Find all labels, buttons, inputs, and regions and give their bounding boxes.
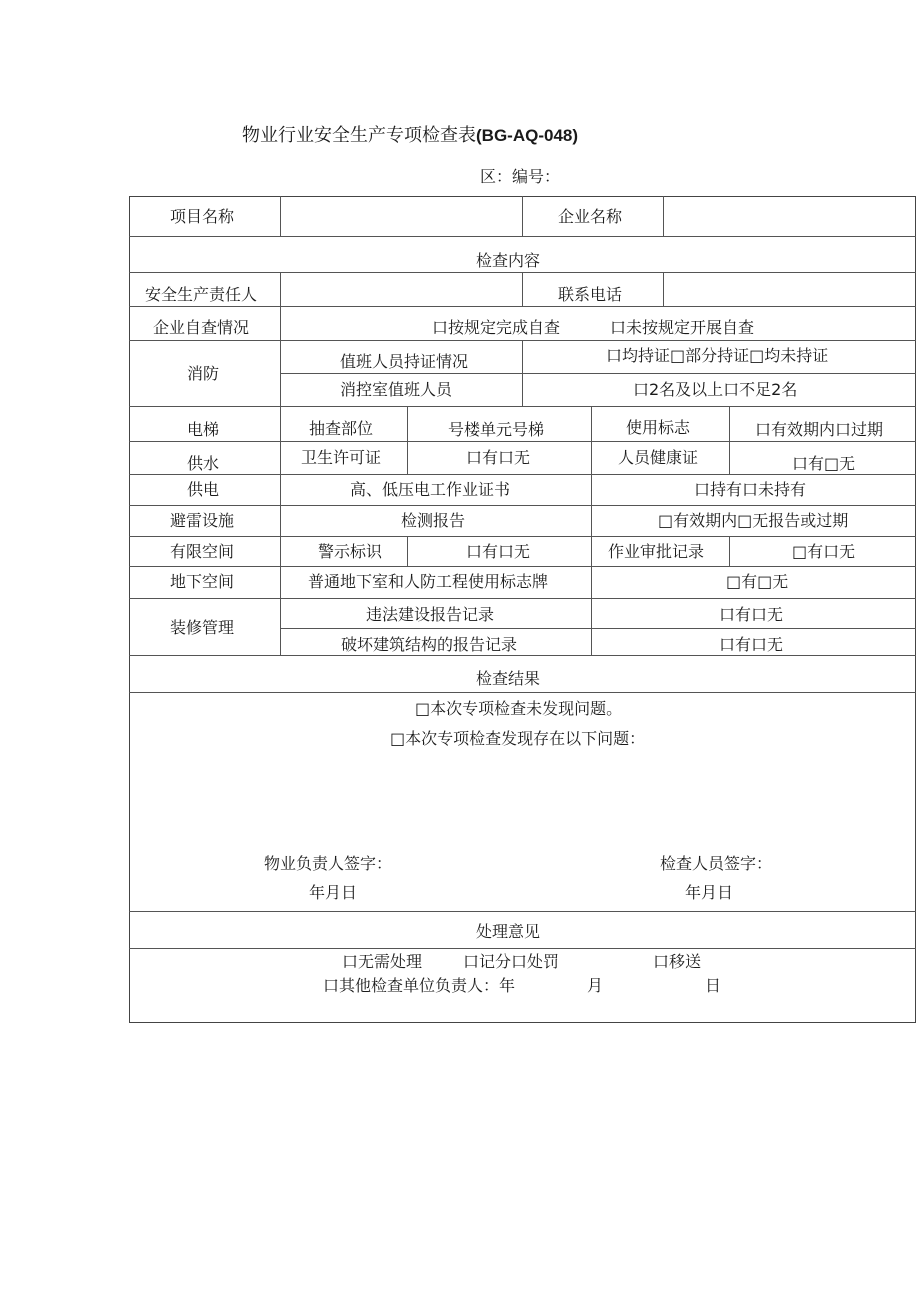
company-name-label: 企业名称	[558, 207, 623, 226]
elevator-usage-sign-options: 口有效期内口过期	[755, 420, 884, 439]
confined-work-approval-options: □有口无	[792, 542, 856, 561]
safety-person-label: 安全生产责任人	[145, 285, 258, 304]
lightning-test-report-label: 检测报告	[401, 511, 466, 530]
opinion-penalty-option: 口记分口处罚	[463, 952, 560, 971]
opinion-transfer-option: 口移送	[653, 952, 702, 971]
opinion-month-label: 月	[587, 976, 604, 995]
project-name-label: 项目名称	[170, 207, 235, 226]
underground-sign-label: 普通地下室和人防工程使用标志牌	[308, 572, 549, 591]
district-number-line: 区：编号：	[480, 167, 561, 186]
title-main: 物业行业安全生产专项检查表	[242, 125, 476, 146]
elevator-usage-sign-label: 使用标志	[626, 418, 691, 437]
lightning-protection-label: 避雷设施	[170, 511, 235, 530]
power-electrician-cert-label: 高、低压电工作业证书	[350, 480, 511, 499]
fire-label: 消防	[187, 364, 220, 383]
page-title	[242, 121, 578, 147]
water-hygiene-license-label: 卫生许可证	[301, 448, 382, 467]
self-check-option-not-done: 口未按规定开展自查	[610, 318, 755, 337]
decoration-management-label: 装修管理	[170, 618, 235, 637]
water-hygiene-license-options: 口有口无	[466, 448, 531, 467]
underground-space-label: 地下空间	[170, 572, 235, 591]
power-supply-label: 供电	[187, 480, 220, 499]
water-health-cert-options: 口有□无	[792, 454, 856, 473]
result-problem-option: □本次专项检查发现存在以下问题：	[390, 729, 646, 748]
decoration-illegal-build-options: 口有口无	[719, 605, 784, 624]
opinion-no-action-option: 口无需处理	[342, 952, 423, 971]
opinion-other-unit-option: 口其他检查单位负责人：年	[323, 976, 516, 995]
self-check-option-done: 口按规定完成自查	[432, 318, 561, 337]
inspector-date: 年月日	[685, 883, 734, 902]
confined-space-label: 有限空间	[170, 542, 235, 561]
underground-sign-options: □有□无	[726, 572, 789, 591]
handling-opinion-header: 处理意见	[476, 922, 541, 941]
water-supply-label: 供水	[187, 454, 220, 473]
lightning-test-report-options: □有效期内□无报告或过期	[658, 511, 849, 530]
water-health-cert-label: 人员健康证	[618, 448, 699, 467]
inspection-result-header: 检查结果	[476, 669, 541, 688]
confined-work-approval-label: 作业审批记录	[608, 542, 705, 561]
decoration-structure-damage-options: 口有口无	[719, 635, 784, 654]
inspector-signature-label: 检查人员签字：	[660, 854, 773, 873]
elevator-spot-check-label: 抽查部位	[309, 419, 374, 438]
property-manager-date: 年月日	[309, 883, 358, 902]
decoration-illegal-build-label: 违法建设报告记录	[366, 605, 495, 624]
confined-warning-sign-label: 警示标识	[318, 542, 383, 561]
opinion-day-label: 日	[705, 976, 722, 995]
fire-control-room-options: 口2名及以上口不足2名	[633, 380, 798, 399]
title-code: (BG-AQ-048)	[476, 126, 579, 145]
fire-duty-cert-options: 口均持证□部分持证□均未持证	[606, 346, 829, 365]
elevator-building-unit: 号楼单元号梯	[448, 420, 545, 439]
elevator-label: 电梯	[187, 420, 220, 439]
power-electrician-cert-options: 口持有口未持有	[694, 480, 807, 499]
contact-phone-label: 联系电话	[558, 285, 623, 304]
fire-duty-cert-label: 值班人员持证情况	[340, 352, 469, 371]
fire-control-room-label: 消控室值班人员	[340, 380, 453, 399]
confined-warning-sign-options: 口有口无	[466, 542, 531, 561]
decoration-structure-damage-label: 破坏建筑结构的报告记录	[341, 635, 518, 654]
result-no-problem-option: □本次专项检查未发现问题。	[415, 699, 623, 718]
property-manager-signature-label: 物业负责人签字：	[264, 854, 393, 873]
self-check-label: 企业自查情况	[153, 318, 250, 337]
inspection-content-header: 检查内容	[476, 251, 541, 270]
